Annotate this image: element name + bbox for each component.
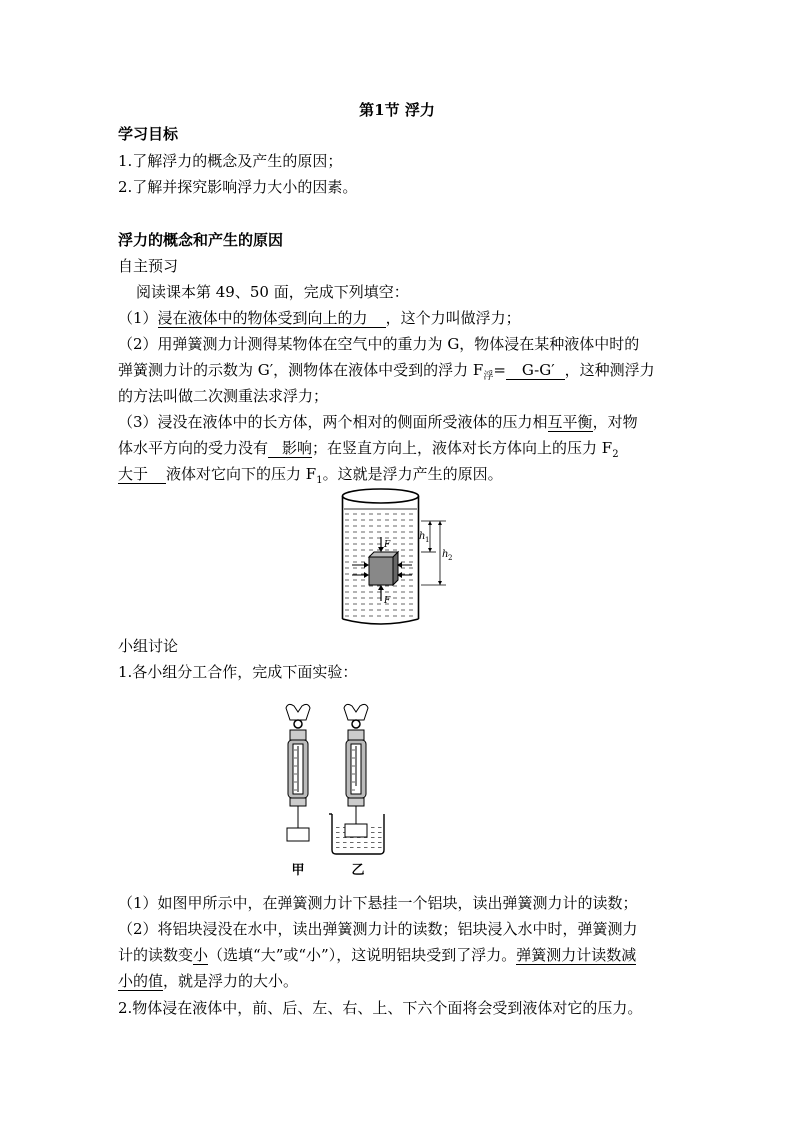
h1-subscript: 1 bbox=[425, 536, 430, 544]
section1-intro: 阅读课本第 49、50 面，完成下列填空： bbox=[136, 283, 409, 301]
q3-text-e: 液体对它向下的压力 F bbox=[166, 465, 317, 483]
q3-sub-1: 1 bbox=[316, 475, 323, 486]
q1-suffix: ，这个力叫做浮力； bbox=[385, 309, 521, 327]
page-title: 第1节 浮力 bbox=[359, 101, 435, 119]
cylinder-buoyancy-figure bbox=[336, 487, 462, 629]
f2-label: F bbox=[384, 596, 391, 606]
h2-subscript: 2 bbox=[448, 554, 453, 562]
question-2-line-2 bbox=[118, 360, 655, 380]
q2-text-a: 弹簧测力计的示数为 G′，测物体在液体中受到的浮力 F bbox=[118, 361, 484, 379]
q1-answer: 浸在液体中的物体受到向上的力 bbox=[158, 310, 386, 328]
q3-answer-1: 互平衡 bbox=[547, 413, 593, 431]
q1-prefix: （1） bbox=[118, 309, 158, 327]
q3-text-c: 体水平方向的受力没有 bbox=[118, 439, 269, 457]
q2-answer: G-G′ bbox=[506, 362, 565, 380]
section1-subheading: 自主预习 bbox=[118, 257, 179, 275]
q3-text-b: ，对物 bbox=[592, 413, 638, 431]
p2-answer-1: 小 bbox=[193, 946, 209, 964]
h2-label: h bbox=[442, 549, 449, 560]
figure-label-left: 甲 bbox=[291, 863, 305, 878]
p2-text-a: 计的读数变 bbox=[118, 946, 194, 964]
question-2-line-3: 的方法叫做二次测重法求浮力； bbox=[118, 387, 329, 405]
experiment-step-2-line-2 bbox=[118, 945, 636, 965]
section2-item-2: 2.物体浸在液体中，前、后、左、右、上、下六个面将会受到液体对它的压力。 bbox=[118, 999, 643, 1017]
h1-label: h bbox=[419, 531, 426, 542]
p2-text-b: （选填“大”或“小”），这说明铝块受到了浮力。 bbox=[208, 946, 517, 964]
section1-heading: 浮力的概念和产生的原因 bbox=[118, 231, 284, 249]
question-3-line-1 bbox=[118, 412, 638, 432]
figure-label-right: 乙 bbox=[351, 863, 365, 878]
question-1 bbox=[118, 308, 521, 328]
q3-text-f: 。这就是浮力产生的原因。 bbox=[322, 465, 503, 483]
q3-answer-2: 影响 bbox=[268, 440, 312, 458]
experiment-step-1: （1）如图甲所示中，在弹簧测力计下悬挂一个铝块，读出弹簧测力计的读数； bbox=[118, 894, 638, 912]
spring-scale-figure bbox=[272, 700, 398, 878]
objectives-heading: 学习目标 bbox=[118, 125, 179, 143]
q3-sub-2: 2 bbox=[612, 449, 619, 460]
p2-answer-3: 小的值 bbox=[118, 972, 164, 990]
section2-heading: 小组讨论 bbox=[118, 637, 179, 655]
q2-sub: 浮 bbox=[483, 371, 494, 382]
q3-text-d: ；在竖直方向上，液体对长方体向上的压力 F bbox=[312, 439, 613, 457]
objective-item-1: 1.了解浮力的概念及产生的原因； bbox=[118, 152, 343, 170]
p2-text-c: ，就是浮力的大小。 bbox=[163, 972, 299, 990]
q2-text-c: ，这种测浮力 bbox=[564, 361, 655, 379]
question-3-line-3 bbox=[118, 464, 503, 484]
experiment-step-2-line-3 bbox=[118, 971, 298, 991]
q2-text-b: = bbox=[493, 361, 506, 379]
experiment-step-2-line-1: （2）将铝块浸没在水中，读出弹簧测力计的读数；铝块浸入水中时，弹簧测力 bbox=[118, 920, 638, 938]
spring-scale-left bbox=[286, 704, 310, 841]
spring-scale-right bbox=[329, 704, 384, 854]
question-2-line-1: （2）用弹簧测力计测得某物体在空气中的重力为 G，物体浸在某种液体中时的 bbox=[118, 335, 640, 353]
q3-text-a: （3）浸没在液体中的长方体，两个相对的侧面所受液体的压力相 bbox=[118, 413, 548, 431]
p2-answer-2: 弹簧测力计读数减 bbox=[516, 946, 637, 964]
question-3-line-2 bbox=[118, 438, 619, 458]
objective-item-2: 2.了解并探究影响浮力大小的因素。 bbox=[118, 178, 358, 196]
q3-answer-3: 大于 bbox=[118, 466, 166, 484]
f1-label: F bbox=[384, 540, 391, 550]
section2-item-1: 1.各小组分工合作，完成下面实验： bbox=[118, 663, 358, 681]
